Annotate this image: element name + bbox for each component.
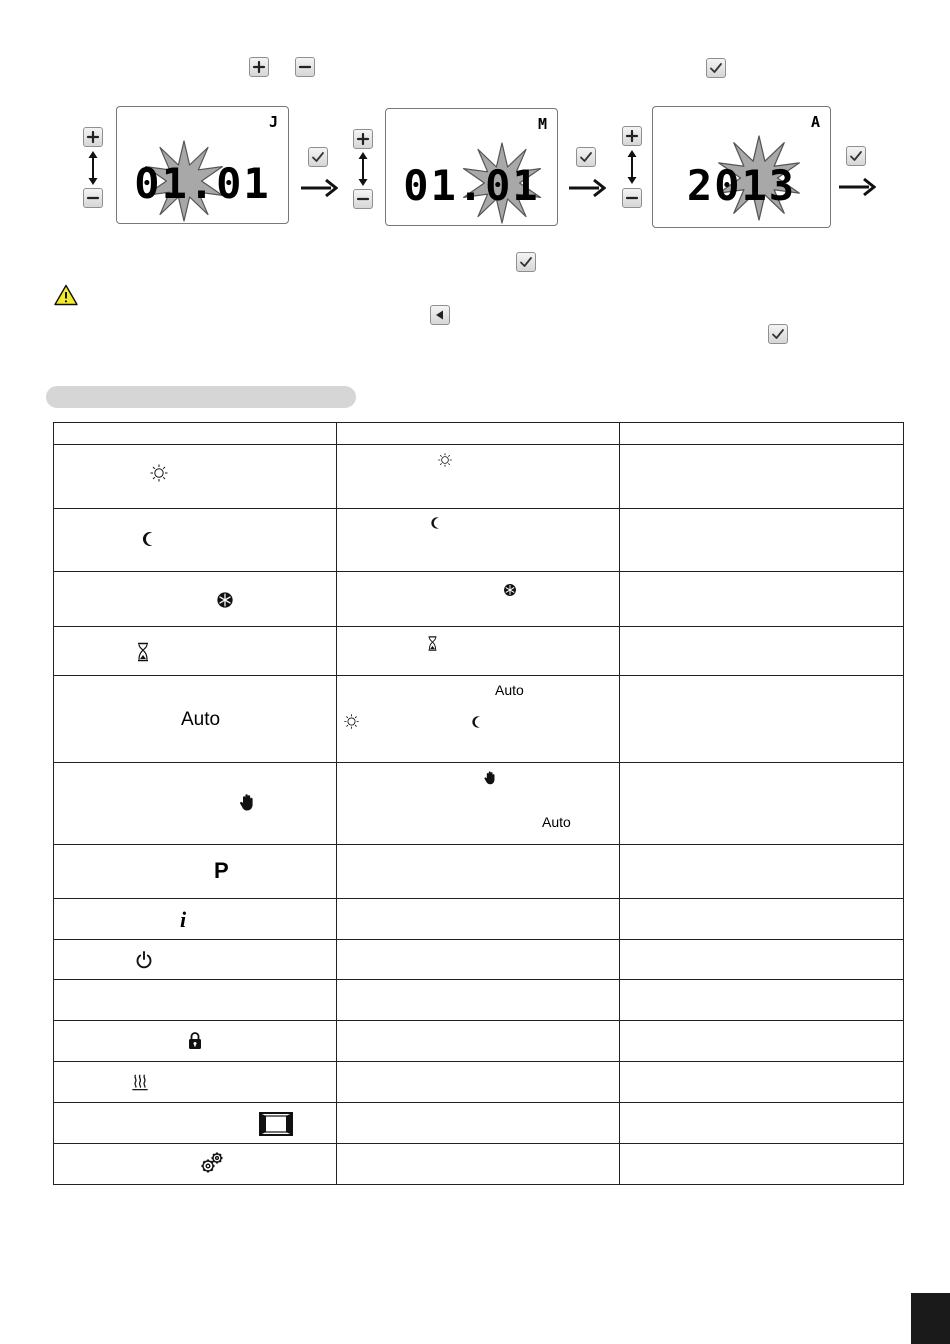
plus-key[interactable] (353, 129, 373, 149)
updown-arrow-icon (357, 151, 369, 187)
auto-label: Auto (181, 709, 221, 730)
lcd-display (116, 106, 289, 224)
minus-key[interactable] (83, 188, 103, 208)
lcd-digits: 01.01 (134, 159, 271, 208)
table-row (54, 1103, 904, 1144)
warning-icon (54, 284, 78, 306)
snowflake-icon (216, 591, 234, 609)
info-icon: i (180, 907, 187, 932)
plus-key[interactable] (249, 57, 269, 77)
table-row (54, 763, 904, 845)
table-row (54, 572, 904, 627)
table-row (54, 940, 904, 980)
table-row (54, 627, 904, 676)
lcd-digits: 2013 (686, 161, 797, 210)
lcd-indicator: A (810, 113, 820, 131)
hourglass-icon (427, 635, 438, 652)
minus-key[interactable] (622, 188, 642, 208)
lcd-indicator: J (268, 113, 278, 131)
moon-icon (429, 514, 445, 532)
lcd-digits: 01.01 (403, 161, 540, 210)
updown-arrow-icon (626, 149, 638, 185)
right-arrow-icon (838, 177, 876, 197)
check-key[interactable] (768, 324, 788, 344)
table-header-row (54, 423, 904, 445)
lcd-indicator: M (537, 115, 547, 133)
check-key[interactable] (706, 58, 726, 78)
check-key[interactable] (516, 252, 536, 272)
hourglass-icon (136, 641, 150, 663)
plus-key[interactable] (622, 126, 642, 146)
moon-icon (470, 713, 486, 731)
sun-icon (149, 463, 169, 483)
table-row (54, 1062, 904, 1103)
minus-key[interactable] (295, 57, 315, 77)
lock-icon (187, 1031, 203, 1051)
heat-waves-icon (131, 1073, 149, 1091)
minus-key[interactable] (353, 189, 373, 209)
table-row (54, 899, 904, 940)
check-key[interactable] (576, 147, 596, 167)
lcd-display (652, 106, 831, 228)
table-row (54, 1144, 904, 1185)
snowflake-icon (503, 583, 517, 597)
program-p-icon: P (214, 858, 229, 883)
hand-icon (482, 769, 498, 786)
right-arrow-icon (300, 178, 338, 198)
table-row (54, 1021, 904, 1062)
updown-arrow-icon (87, 150, 99, 186)
moon-icon (140, 529, 160, 549)
auto-label: Auto (495, 682, 524, 698)
section-heading-bar (46, 386, 356, 408)
auto-label: Auto (542, 814, 571, 830)
table-row (54, 509, 904, 572)
sun-icon (437, 452, 453, 468)
hand-icon (237, 791, 257, 813)
lcd-display (385, 108, 558, 226)
left-arrow-key[interactable] (430, 305, 450, 325)
table-row (54, 845, 904, 899)
symbols-table (53, 422, 904, 1185)
power-icon (134, 950, 154, 970)
right-arrow-icon (568, 178, 606, 198)
check-key[interactable] (308, 147, 328, 167)
table-row (54, 676, 904, 763)
table-row (54, 445, 904, 509)
plus-key[interactable] (83, 127, 103, 147)
check-key[interactable] (846, 146, 866, 166)
table-row (54, 980, 904, 1021)
page-number-tab (911, 1293, 950, 1344)
gears-icon (200, 1152, 224, 1174)
sun-icon (343, 713, 360, 730)
window-icon (259, 1112, 293, 1136)
